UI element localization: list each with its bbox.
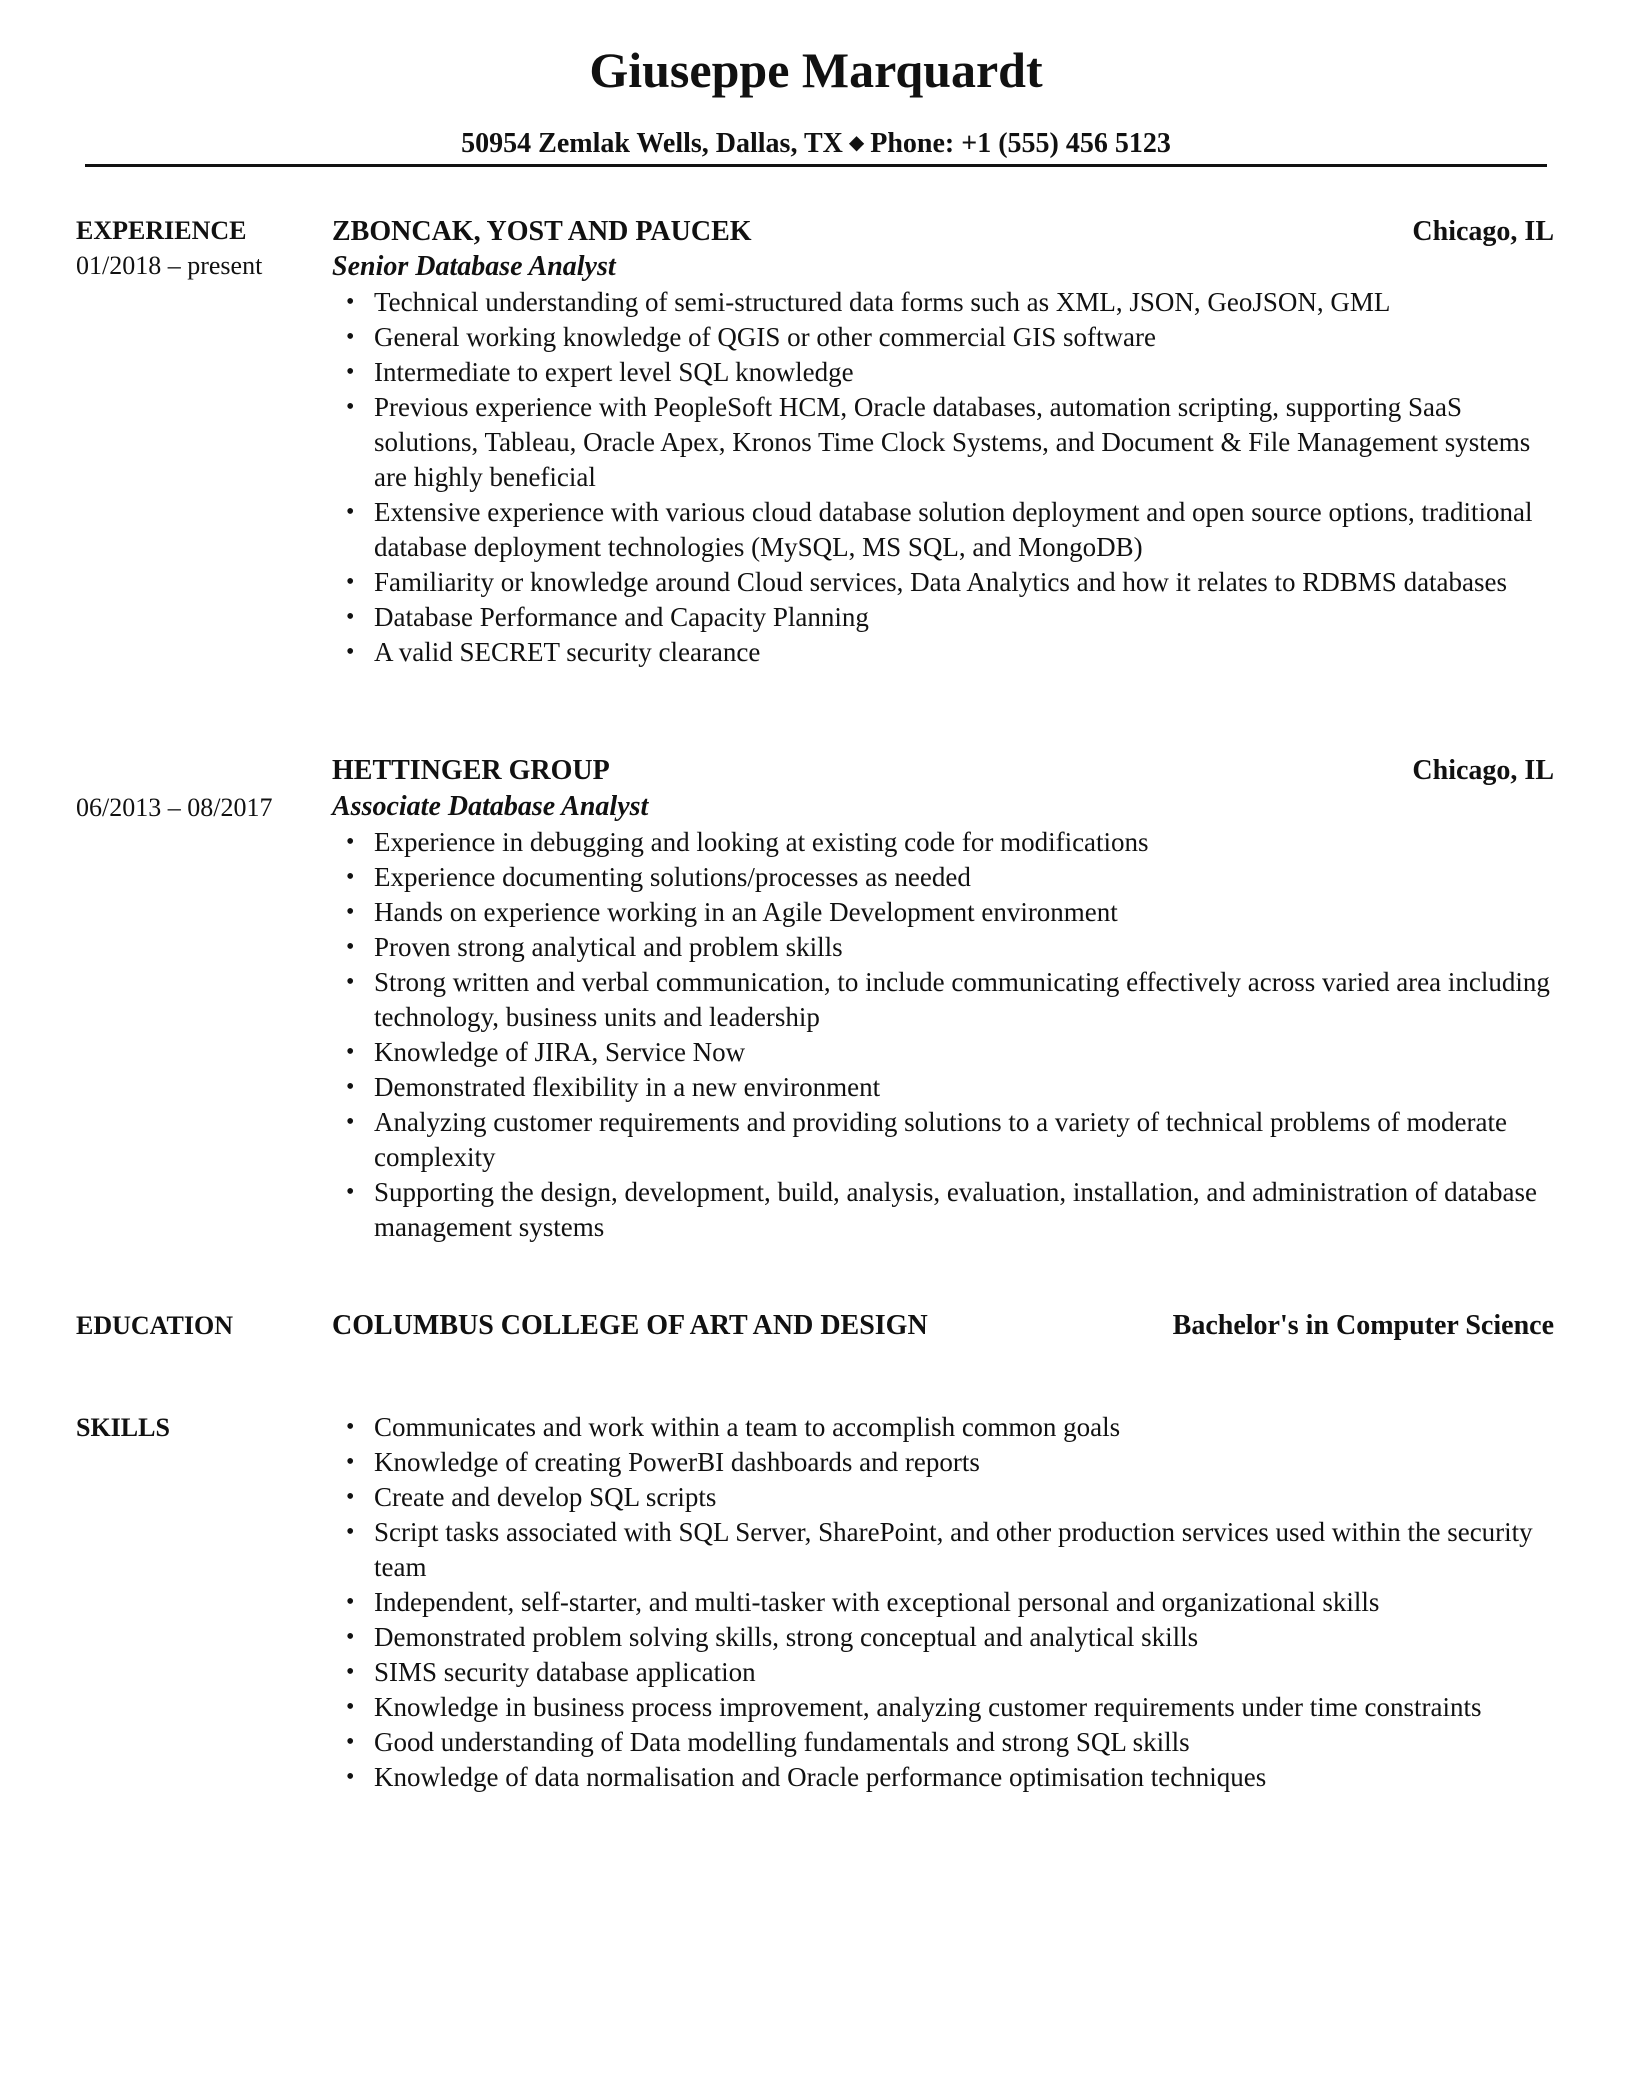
degree: Bachelor's in Computer Science (1172, 1310, 1554, 1341)
phone: Phone: +1 (555) 456 5123 (870, 128, 1171, 159)
list-item: • Hands on experience working in an Agile Development environment (374, 895, 1554, 930)
list-item: • Demonstrated problem solving skills, strong conceptual and analytical skills (374, 1620, 1554, 1655)
list-item: • Experience in debugging and looking at existing code for modifications (374, 825, 1554, 860)
skills-heading: SKILLS (76, 1413, 170, 1442)
job-title: Senior Database Analyst (332, 251, 616, 282)
company-name: ZBONCAK, YOST AND PAUCEK (332, 216, 752, 247)
company-name: HETTINGER GROUP (332, 755, 610, 786)
job-dates: 06/2013 – 08/2017 (76, 793, 273, 822)
list-item: • Good understanding of Data modelling fundamentals and strong SQL skills (374, 1725, 1554, 1760)
list-item: • Communicates and work within a team to accomplish common goals (374, 1410, 1554, 1445)
list-item: • Previous experience with PeopleSoft HCM, Oracle databases, automation scripting, supporting SaaS solutions, Tableau, Oracle Apex, Kronos Time Clock Systems, and Document & File Management systems are highly beneficial (374, 390, 1554, 495)
list-item: • Technical understanding of semi-structured data forms such as XML, JSON, GeoJSON, GML (374, 285, 1554, 320)
list-item: • Intermediate to expert level SQL knowledge (374, 355, 1554, 390)
list-item: • Independent, self-starter, and multi-tasker with exceptional personal and organizational skills (374, 1585, 1554, 1620)
diamond-separator-icon: ◆ (848, 132, 865, 154)
list-item: • Supporting the design, development, build, analysis, evaluation, installation, and administration of database management systems (374, 1175, 1554, 1245)
contact-line (0, 124, 1632, 166)
list-item: • Knowledge of creating PowerBI dashboards and reports (374, 1445, 1554, 1480)
job-location: Chicago, IL (1412, 755, 1554, 786)
list-item: • A valid SECRET security clearance (374, 635, 1554, 670)
list-item: • Proven strong analytical and problem skills (374, 930, 1554, 965)
school-name: COLUMBUS COLLEGE OF ART AND DESIGN (332, 1310, 928, 1341)
list-item: • Script tasks associated with SQL Server, SharePoint, and other production services used within the security team (374, 1515, 1554, 1585)
list-item: • Strong written and verbal communication, to include communicating effectively across varied area including technology, business units and leadership (374, 965, 1554, 1035)
list-item: • Familiarity or knowledge around Cloud services, Data Analytics and how it relates to RDBMS databases (374, 565, 1554, 600)
job-location: Chicago, IL (1412, 216, 1554, 247)
list-item: • Knowledge of data normalisation and Oracle performance optimisation techniques (374, 1760, 1554, 1795)
list-item: • Knowledge in business process improvement, analyzing customer requirements under time constraints (374, 1690, 1554, 1725)
candidate-name: Giuseppe Marquardt (589, 42, 1043, 98)
skills-list (374, 1410, 1554, 1795)
job-responsibilities (374, 285, 1554, 670)
list-item: • Knowledge of JIRA, Service Now (374, 1035, 1554, 1070)
job-title: Associate Database Analyst (332, 791, 649, 822)
address: 50954 Zemlak Wells, Dallas, TX (461, 128, 843, 159)
experience-heading: EXPERIENCE (76, 216, 247, 245)
list-item: • Analyzing customer requirements and providing solutions to a variety of technical problems of moderate complexity (374, 1105, 1554, 1175)
list-item: • Experience documenting solutions/processes as needed (374, 860, 1554, 895)
list-item: • Demonstrated flexibility in a new environment (374, 1070, 1554, 1105)
header-divider (85, 164, 1547, 167)
list-item: • Database Performance and Capacity Planning (374, 600, 1554, 635)
list-item: • SIMS security database application (374, 1655, 1554, 1690)
job-dates: 01/2018 – present (76, 251, 263, 280)
list-item: • Create and develop SQL scripts (374, 1480, 1554, 1515)
education-heading: EDUCATION (76, 1311, 233, 1340)
list-item: • General working knowledge of QGIS or other commercial GIS software (374, 320, 1554, 355)
list-item: • Extensive experience with various cloud database solution deployment and open source options, traditional database deployment technologies (MySQL, MS SQL, and MongoDB) (374, 495, 1554, 565)
job-responsibilities (374, 825, 1554, 1245)
